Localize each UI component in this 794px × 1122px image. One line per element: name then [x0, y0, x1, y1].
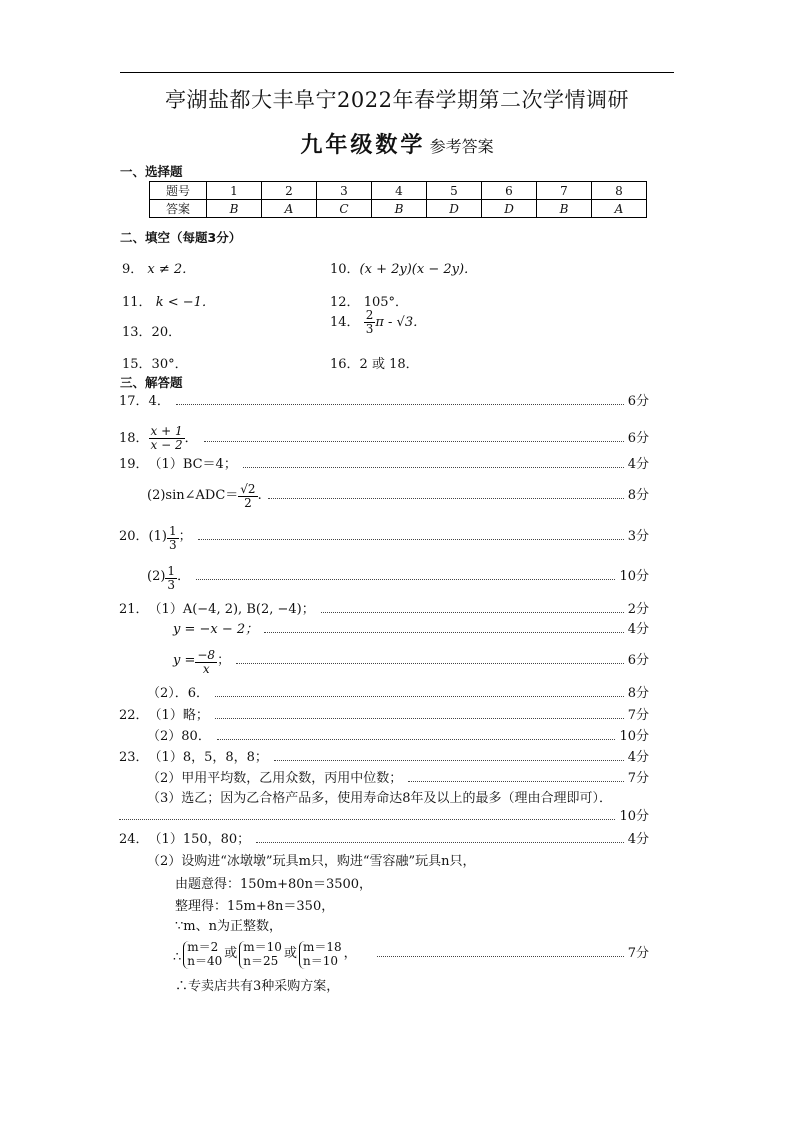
- answer-line-24-3: 由题意得：150m+80n＝3500，: [175, 877, 373, 892]
- score: 3分: [627, 529, 649, 544]
- answer-line-21-2: y = −x − 2； 4分: [119, 619, 649, 637]
- score: 10分: [619, 569, 649, 584]
- document-title: 亭湖盐都大丰阜宁2022年春学期第二次学情调研: [165, 88, 629, 112]
- answer-line-23-1: 23． （1）8，5，8，8； 4分: [119, 747, 649, 765]
- score: 4分: [627, 622, 649, 637]
- fraction: $\frac{1}{3}$: [168, 523, 177, 552]
- score: 4分: [627, 750, 649, 765]
- answer-cell: B: [207, 200, 262, 218]
- subject-title: [0, 128, 794, 159]
- answer-line-24-1: 24． （1）150，80； 4分: [119, 829, 649, 847]
- table-row: [150, 182, 647, 200]
- answer-line-24-6: ∴ m＝2 n＝40 或 m＝10 n＝25 或 m＝18 n＝10 ， 7分: [173, 940, 649, 969]
- answer-line-18: 18． $\frac{x + 1}{x - 2}$ ． 6分: [119, 423, 649, 452]
- answer-line-24-2: （2）设购进“冰墩墩”玩具m只，购进“雪容融”玩具n只，: [147, 854, 476, 869]
- answer-line-17: 17． 4． 6分: [119, 391, 649, 409]
- row-label: 答案: [150, 200, 207, 218]
- question-number: 1: [207, 182, 262, 200]
- score: 7分: [627, 946, 649, 961]
- answer-line-23-2: （2）甲用平均数，乙用众数，丙用中位数； 7分: [119, 768, 649, 786]
- row-label: 题号: [150, 182, 207, 200]
- brace-system: m＝18 n＝10: [299, 941, 342, 969]
- answer-cell: B: [537, 200, 592, 218]
- section3-heading: 三、解答题: [120, 375, 183, 390]
- subject-subtitle: 参考答案: [429, 137, 494, 156]
- fill-item-9: 9． x ≠ 2．: [122, 262, 196, 277]
- brace-system: m＝10 n＝25: [239, 941, 282, 969]
- answer-line-20-1: 20． (1) $\frac{1}{3}$ ； 3分: [119, 523, 649, 552]
- answer-cell: D: [427, 200, 482, 218]
- fill-item-15: 15．30°．: [122, 357, 188, 372]
- answer-cell: B: [372, 200, 427, 218]
- question-number: 3: [317, 182, 372, 200]
- score: 6分: [627, 394, 649, 409]
- score: 10分: [619, 809, 649, 824]
- answer-line-21-4: （2）．6． 8分: [119, 683, 649, 701]
- fraction: $\frac{-8}{x}$: [197, 647, 216, 676]
- score: 6分: [627, 431, 649, 446]
- brace-system: m＝2 n＝40: [183, 941, 222, 969]
- answer-line-22-1: 22． （1）略； 7分: [119, 705, 649, 723]
- table-row: [150, 200, 647, 218]
- answer-line-24-7: ∴专卖店共有3种采购方案，: [175, 979, 340, 994]
- answer-line-24-4: 整理得：15m+8n＝350，: [175, 899, 335, 914]
- fill-item-12: 12． 105°．: [330, 295, 409, 310]
- fraction: $\frac{2}{3}$: [365, 308, 374, 337]
- section1-heading: 一、选择题: [120, 164, 183, 179]
- score: 6分: [627, 653, 649, 668]
- fill-item-10: 10．(x + 2y)(x − 2y)．: [330, 262, 478, 277]
- answer-cell: A: [262, 200, 317, 218]
- score: 7分: [627, 771, 649, 786]
- score: 8分: [627, 488, 649, 503]
- score: 2分: [627, 602, 649, 617]
- fraction: $\frac{√2}{2}$: [240, 481, 256, 510]
- answer-line-23-3: （3）选乙；因为乙合格产品多，使用寿命达8年及以上的最多（理由合理即可）．: [147, 791, 613, 806]
- answer-line-20-2: (2) $\frac{1}{3}$ ． 10分: [147, 563, 649, 592]
- answer-line-23-4: [119, 806, 649, 824]
- score: 10分: [619, 729, 649, 744]
- answer-line-21-1: 21． （1）A(−4, 2), B(2, −4)； 2分: [119, 599, 649, 617]
- fill-item-14: 14． $\frac{2}{3}$ π - √3．: [330, 308, 427, 337]
- fraction: $\frac{x + 1}{x - 2}$: [150, 423, 183, 452]
- answer-table: [149, 181, 647, 218]
- answer-cell: D: [482, 200, 537, 218]
- answer-line-19-1: 19． （1）BC＝4； 4分: [119, 454, 649, 472]
- question-number: 4: [372, 182, 427, 200]
- fraction: $\frac{1}{3}$: [167, 563, 176, 592]
- header-rule: [120, 72, 674, 73]
- answer-cell: C: [317, 200, 372, 218]
- score: 4分: [627, 457, 649, 472]
- fill-item-11: 11． k < −1．: [122, 295, 215, 310]
- question-number: 2: [262, 182, 317, 200]
- section2-heading: 二、填空（每题3分）: [120, 230, 242, 245]
- answer-line-24-5: ∵m、n为正整数，: [175, 919, 282, 934]
- question-number: 5: [427, 182, 482, 200]
- fill-item-16: 16．2 或 18．: [330, 357, 419, 372]
- answer-line-19-2: (2)sin∠ADC＝ $\frac{√2}{2}$ . 8分: [147, 481, 649, 510]
- score: 8分: [627, 686, 649, 701]
- subject-name: 九年级数学: [300, 132, 426, 158]
- score: 7分: [627, 708, 649, 723]
- question-number: 8: [592, 182, 647, 200]
- score: 4分: [627, 832, 649, 847]
- fill-item-13: 13．20．: [122, 325, 182, 340]
- question-number: 7: [537, 182, 592, 200]
- answer-line-21-3: y = $\frac{-8}{x}$ ； 6分: [173, 647, 649, 676]
- answer-cell: A: [592, 200, 647, 218]
- answer-line-22-2: （2）80． 10分: [119, 726, 649, 744]
- question-number: 6: [482, 182, 537, 200]
